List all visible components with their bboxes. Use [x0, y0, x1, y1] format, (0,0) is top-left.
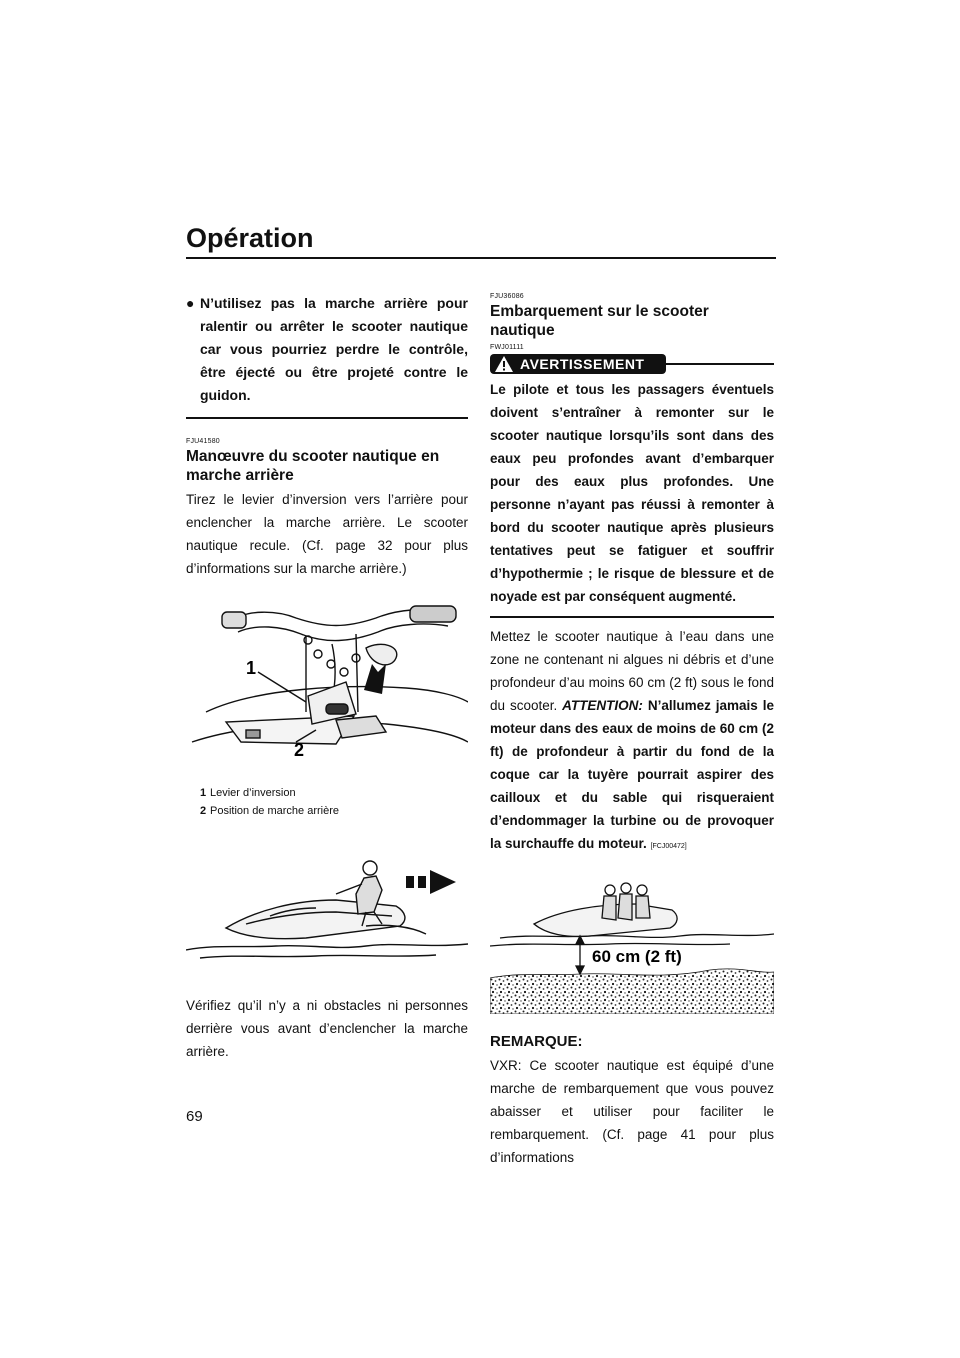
- reverse-warning-bullet: [186, 292, 468, 407]
- section-heading-boarding: Embarquement sur le scooter nautique: [490, 303, 709, 339]
- warning-triangle-icon: [494, 355, 514, 373]
- bullet-icon: ●: [186, 295, 195, 311]
- attention-text: N’allumez jamais le moteur dans des eaux de moins de 60 cm (2 ft) de profondeur à partir du fond de la coque car la tuyère pourrait aspirer des cailloux et du sable qui risqueraient d’endommager la turbine ou de provoquer la surchauffe du moteur.: [490, 698, 774, 851]
- callout-1: 1: [246, 658, 257, 678]
- warning-top-rule: [666, 363, 774, 365]
- boarding-depth-illustration: [490, 874, 774, 1014]
- instruction-paragraph: Mettez le scooter nautique à l’eau dans une zone ne contenant ni algues ni débris et d’une profondeur d’au moins 60 cm (2 ft) sous le fond du scooter. ATTENTION: N’allumez jamais le moteur dans des eaux de moins de 60 cm (2 ft) de profondeur à partir du fond de la coque car la tuyère pourrait aspirer des cailloux et du sable qui risqueraient d’endommager la turbine ou de provoquer la surchauffe du moteur. [FCJ00472]: [490, 629, 774, 851]
- reverse-lever-illustration: [186, 592, 468, 782]
- depth-label: 60 cm (2 ft): [592, 947, 682, 966]
- warning-text: Le pilote et tous les passagers éventuels doivent s’entraîner à remonter sur le scooter nautique lorsqu’ils sont dans des eaux peu profondes avant d’embarquer pour des eaux plus profondes. Une personne n’ayant pas réussi à remonter à bord du scooter nautique après plusieurs tentatives peut se fatiguer et souffrir d’hypothermie ; le risque de blessure et de noyade est par conséquent augmenté.: [490, 382, 774, 604]
- page-number: 69: [186, 1108, 203, 1125]
- warning-code: FWJ01111: [490, 344, 524, 351]
- figure1-legend: [200, 784, 468, 820]
- attention-code: [FCJ00472]: [650, 843, 687, 850]
- page-header: [186, 222, 776, 259]
- section-code: FJU41580: [186, 438, 220, 445]
- warning-end-rule: [490, 616, 774, 618]
- left-column: [186, 292, 468, 1063]
- warning-end-rule: [186, 417, 468, 419]
- watercraft-reverse-illustration: [186, 854, 468, 964]
- section-heading-reverse: Manœuvre du scooter nautique en marche arrière: [186, 448, 440, 484]
- check-paragraph: Vérifiez qu’il n’y a ni obstacles ni personnes derrière vous avant d’enclencher la marche arrière.: [186, 998, 468, 1059]
- warning-badge: [490, 354, 666, 374]
- section-code: FJU36086: [490, 293, 524, 300]
- legend-item: 1 Levier d’inversion: [200, 787, 296, 799]
- reverse-warning-text: N’utilisez pas la marche arrière pour ralentir ou arrêter le scooter nautique car vous pourriez perdre le contrôle, être éjecté ou être projeté contre le guidon.: [200, 295, 468, 403]
- warning-banner: [490, 354, 774, 374]
- callout-2: 2: [294, 740, 305, 760]
- header-rule: [186, 257, 776, 259]
- legend-item: 2 Position de marche arrière: [200, 805, 340, 817]
- remark-paragraph: VXR: Ce scooter nautique est équipé d’une marche de rembarquement que vous pouvez abaisser et utiliser pour faciliter le rembarquement. (Cf. page 41 pour plus d’informations: [490, 1058, 774, 1165]
- page-title: Opération: [186, 223, 314, 253]
- right-column: [490, 292, 774, 1169]
- warning-label: AVERTISSEMENT: [520, 356, 645, 372]
- attention-label: ATTENTION:: [562, 698, 643, 713]
- remark-heading: REMARQUE:: [490, 1033, 583, 1050]
- reverse-paragraph: Tirez le levier d’inversion vers l’arrière pour enclencher la marche arrière. Le scooter nautique recule. (Cf. page 32 pour plus d’informations sur la marche arrière.): [186, 492, 468, 576]
